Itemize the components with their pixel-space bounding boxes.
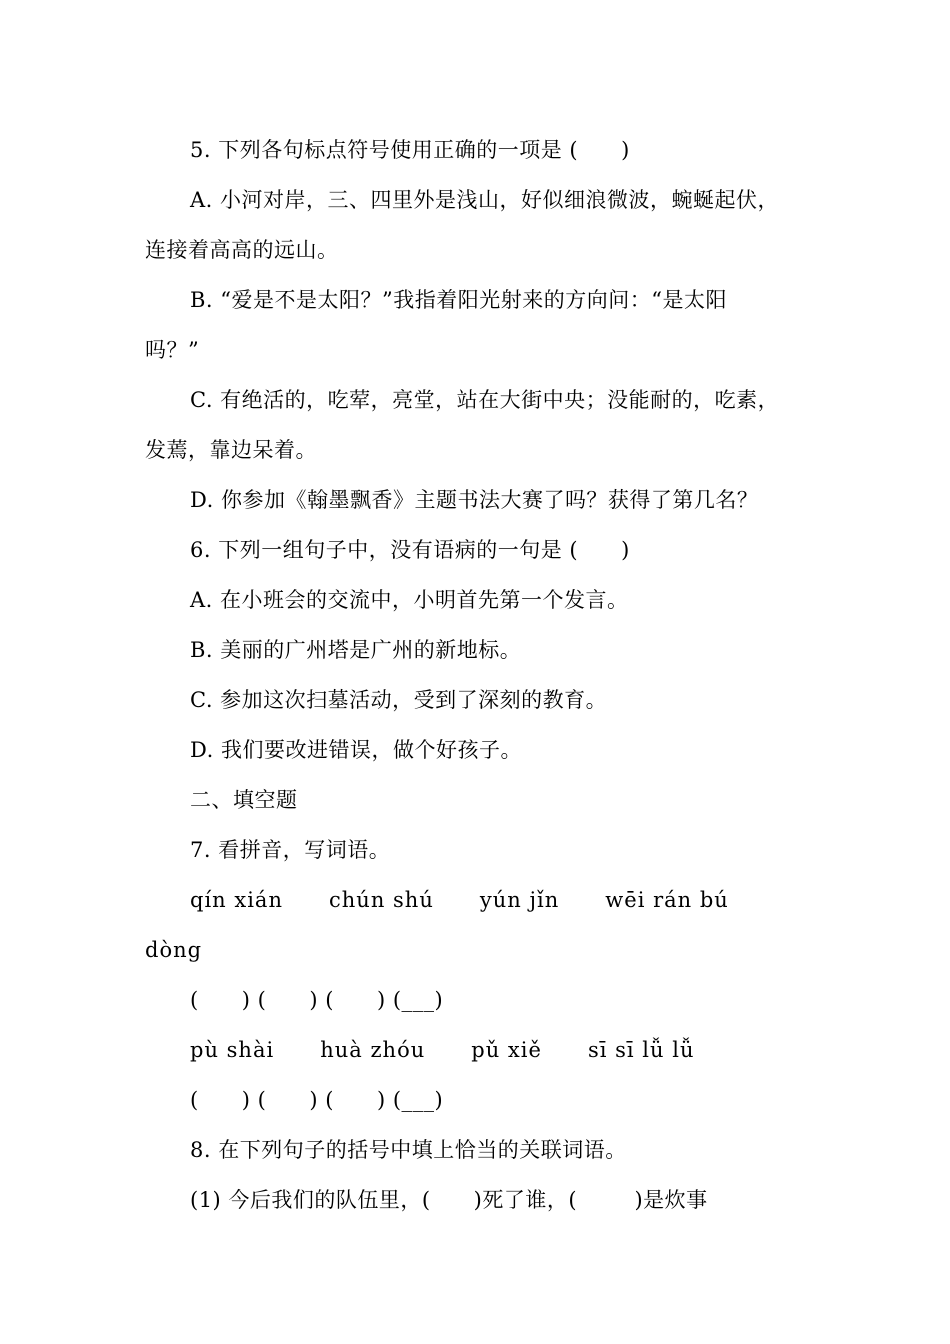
pinyin-row-2: pù shài huà zhóu pǔ xiě sī sī lǚ lǚ	[190, 1038, 695, 1062]
question-6-option-b: B. 美丽的广州塔是广州的新地标。	[190, 638, 522, 662]
question-8-stem: 8. 在下列句子的括号中填上恰当的关联词语。	[190, 1138, 627, 1162]
question-6-option-a: A. 在小班会的交流中，小明首先第一个发言。	[190, 588, 629, 612]
question-5-option-c: C. 有绝活的，吃荤，亮堂，站在大街中央；没能耐的，吃素，	[190, 388, 780, 412]
answer-brackets-row-2: ( ) ( ) ( ) (___)	[190, 1088, 444, 1112]
answer-brackets-row-1: ( ) ( ) ( ) (___)	[190, 988, 444, 1012]
pinyin-row-1: qín xián chún shú yún jǐn wēi rán bú	[190, 888, 729, 912]
question-5-option-a-continued: 连接着高高的远山。	[145, 238, 339, 262]
section-heading: 二、填空题	[190, 788, 298, 812]
question-6-option-c: C. 参加这次扫墓活动，受到了深刻的教育。	[190, 688, 608, 712]
question-5-option-b-continued: 吗？”	[145, 338, 200, 362]
pinyin-row-1-continued: dòng	[145, 938, 203, 962]
question-8-item-1: (1) 今后我们的队伍里，( )死了谁，( )是炊事	[190, 1188, 708, 1212]
question-6-option-d: D. 我们要改进错误，做个好孩子。	[190, 738, 522, 762]
question-5-option-a: A. 小河对岸，三、四里外是浅山，好似细浪微波，蜿蜒起伏，	[190, 188, 780, 212]
question-7-stem: 7. 看拼音，写词语。	[190, 838, 391, 862]
question-5-option-d: D. 你参加《翰墨飘香》主题书法大赛了吗？获得了第几名？	[190, 488, 759, 512]
question-6-stem: 6. 下列一组句子中，没有语病的一句是 ( )	[190, 538, 630, 562]
question-5-option-c-continued: 发蔫，靠边呆着。	[145, 438, 317, 462]
question-5-stem: 5. 下列各句标点符号使用正确的一项是 ( )	[190, 138, 630, 162]
question-5-option-b: B. “爱是不是太阳？”我指着阳光射来的方向问：“是太阳	[190, 288, 727, 312]
